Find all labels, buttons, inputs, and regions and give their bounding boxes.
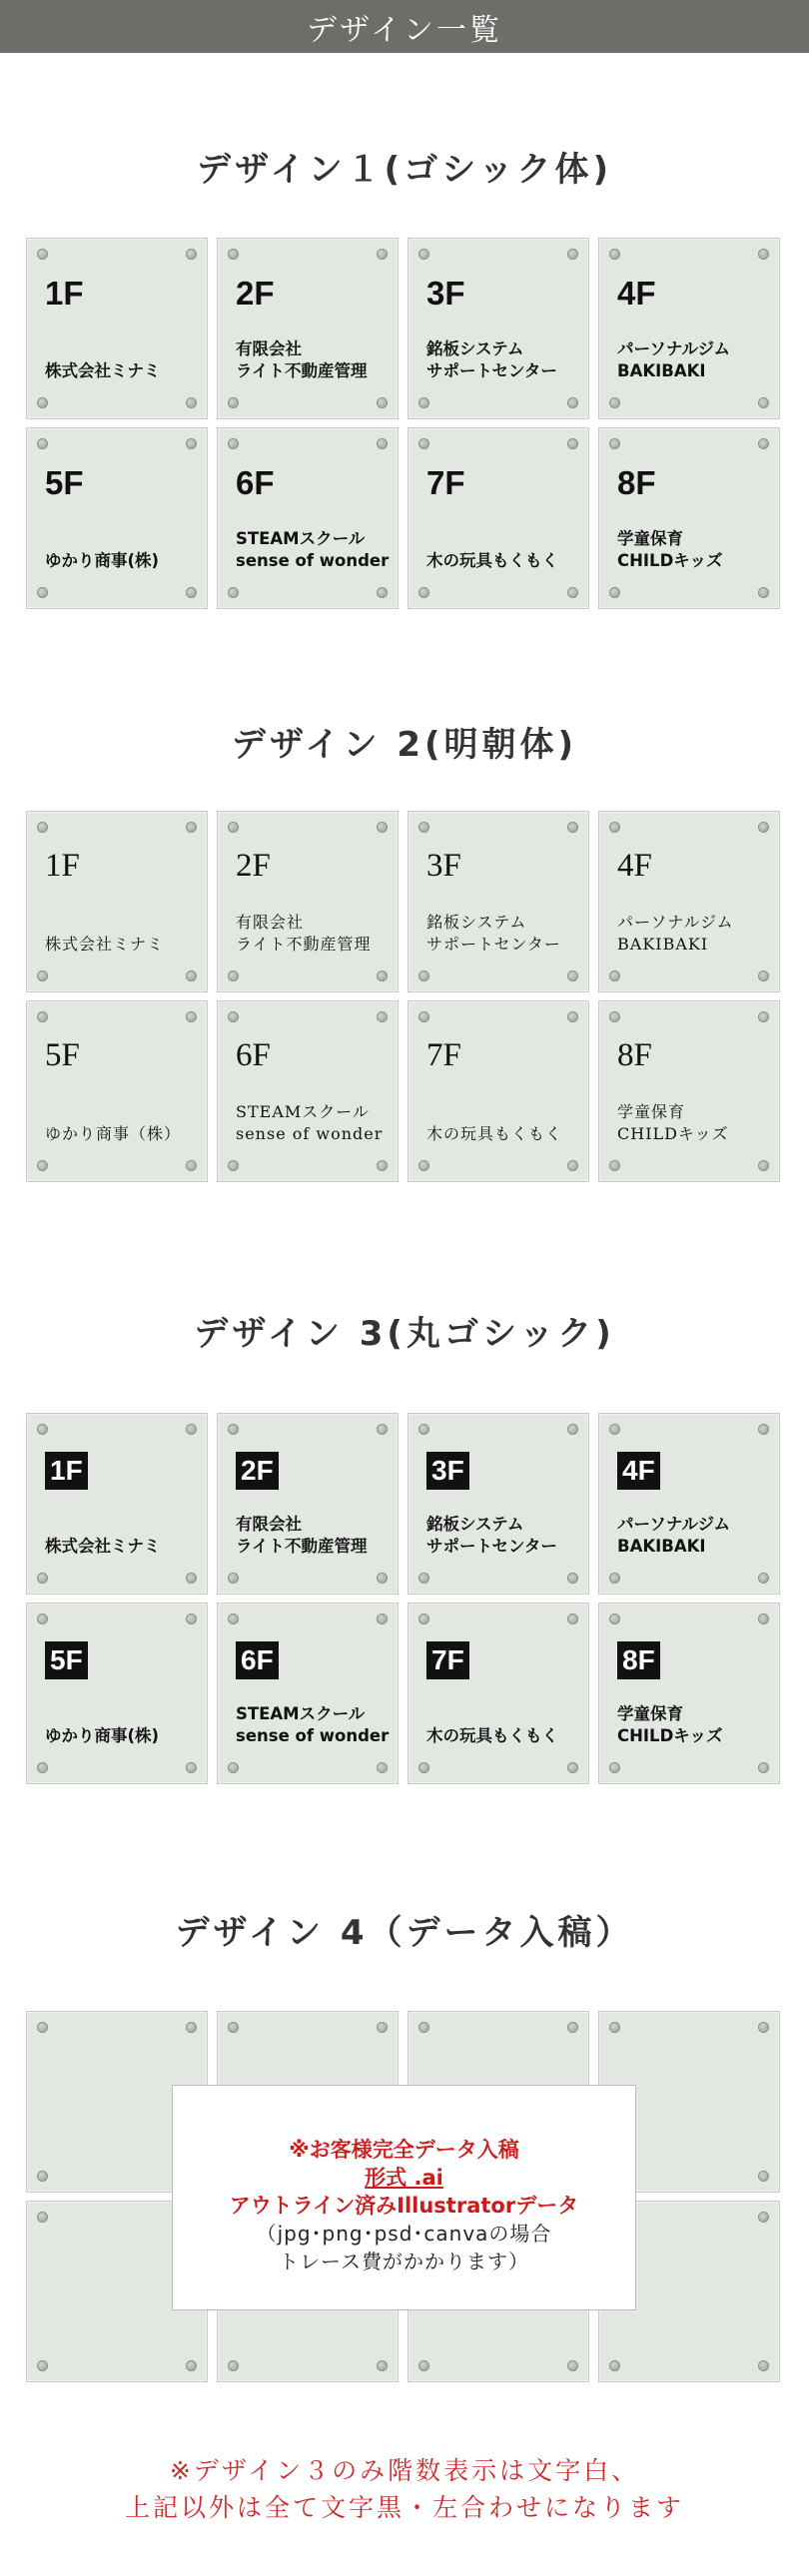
tenant-name (426, 338, 586, 382)
tenant-name (617, 1703, 777, 1747)
screw-icon (418, 397, 429, 408)
screw-icon (609, 970, 620, 981)
screw-icon (228, 822, 239, 833)
tenant-name (617, 1101, 777, 1145)
screw-icon (228, 2022, 239, 2033)
screw-icon (377, 249, 388, 260)
floor-number: 6F (236, 1641, 279, 1679)
screw-icon (418, 1160, 429, 1171)
floor-number: 5F (45, 464, 84, 501)
screw-icon (758, 249, 769, 260)
screw-icon (567, 2360, 578, 2371)
screw-icon (609, 822, 620, 833)
screw-icon (418, 1011, 429, 1022)
screw-icon (377, 2360, 388, 2371)
tenant-name-line: 学童保育 (617, 529, 683, 548)
screw-icon (609, 397, 620, 408)
sign-plate (26, 427, 208, 609)
sign-plate (598, 238, 780, 419)
floor-number: 4F (617, 848, 652, 884)
screw-icon (186, 397, 197, 408)
screw-icon (609, 1573, 620, 1584)
tenant-name-line: サポートセンター (426, 361, 557, 380)
screw-icon (228, 438, 239, 449)
tenant-name-line: サポートセンター (426, 935, 561, 954)
tenant-name-line: 有限会社 (236, 913, 305, 932)
screw-icon (377, 1011, 388, 1022)
floor-number: 2F (236, 1452, 279, 1490)
screw-icon (609, 438, 620, 449)
screw-icon (758, 438, 769, 449)
screw-icon (228, 249, 239, 260)
sign-plate (598, 1603, 780, 1784)
top-banner (0, 0, 809, 53)
screw-icon (377, 1762, 388, 1773)
screw-icon (228, 1160, 239, 1171)
screw-icon (758, 1762, 769, 1773)
tenant-name-line: パーソナルジム (617, 339, 730, 358)
tenant-name (236, 528, 396, 572)
screw-icon (228, 1573, 239, 1584)
screw-icon (377, 397, 388, 408)
screw-icon (186, 249, 197, 260)
screw-icon (567, 1424, 578, 1435)
screw-icon (186, 970, 197, 981)
tenant-name-line: ゆかり商事（株） (45, 1124, 182, 1143)
sign-plate (26, 238, 208, 419)
screw-icon (186, 2022, 197, 2033)
screw-icon (758, 1573, 769, 1584)
screw-icon (609, 1762, 620, 1773)
sign-grid-design-1 (26, 238, 783, 609)
floor-number: 5F (45, 1037, 80, 1073)
data-submission-note (172, 2085, 636, 2310)
sign-plate (598, 427, 780, 609)
tenant-name-line: CHILDキッズ (617, 1124, 729, 1143)
screw-icon (228, 1762, 239, 1773)
tenant-name-line: sense of wonder (236, 1726, 390, 1745)
tenant-name-line: 銘板システム (426, 1515, 524, 1534)
tenant-name-line: サポートセンター (426, 1537, 557, 1556)
screw-icon (418, 1573, 429, 1584)
sign-plate (598, 1000, 780, 1182)
section-title-design-4: デザイン 4（データ入稿） (175, 1913, 634, 1953)
sign-plate (217, 1603, 399, 1784)
floor-number: 6F (236, 464, 275, 501)
screw-icon (609, 1160, 620, 1171)
floor-number: 1F (45, 1452, 88, 1490)
screw-icon (37, 1160, 48, 1171)
screw-icon (758, 397, 769, 408)
tenant-name (426, 1725, 586, 1747)
screw-icon (377, 970, 388, 981)
screw-icon (609, 2022, 620, 2033)
tenant-name (617, 1514, 777, 1558)
floor-number: 3F (426, 275, 465, 312)
screw-icon (228, 2360, 239, 2371)
screw-icon (418, 1762, 429, 1773)
screw-icon (186, 1011, 197, 1022)
screw-icon (377, 1613, 388, 1624)
sign-plate (26, 1000, 208, 1182)
screw-icon (567, 397, 578, 408)
sign-plate (26, 1603, 208, 1784)
screw-icon (758, 1011, 769, 1022)
tenant-name-line: ライト不動産管理 (236, 935, 372, 954)
tenant-name (45, 1123, 205, 1145)
tenant-name-line: 銘板システム (426, 913, 527, 932)
screw-icon (567, 1762, 578, 1773)
tenant-name-line: sense of wonder (236, 1124, 384, 1143)
screw-icon (37, 2360, 48, 2371)
screw-icon (758, 970, 769, 981)
tenant-name-line: STEAMスクール (236, 1704, 366, 1723)
tenant-name-line: 木の玩具もくもく (426, 1124, 563, 1143)
tenant-name-line: BAKIBAKI (617, 361, 706, 380)
footer-line-1: ※デザイン３のみ階数表示は文字白、 (169, 2456, 640, 2485)
note-line-1: ※お客様完全データ入稿 (289, 2138, 519, 2162)
screw-icon (567, 249, 578, 260)
tenant-name-line: STEAMスクール (236, 529, 366, 548)
tenant-name-line: BAKIBAKI (617, 935, 709, 954)
sign-plate (217, 811, 399, 992)
floor-number: 2F (236, 848, 271, 884)
tenant-name-line: 株式会社ミナミ (45, 1537, 161, 1556)
tenant-name (617, 912, 777, 956)
note-line-2: 形式 .ai (365, 2166, 443, 2190)
floor-number: 1F (45, 848, 80, 884)
screw-icon (758, 2171, 769, 2182)
tenant-name-line: sense of wonder (236, 551, 390, 570)
screw-icon (37, 438, 48, 449)
screw-icon (758, 1613, 769, 1624)
screw-icon (758, 587, 769, 598)
tenant-name-line: ライト不動産管理 (236, 1537, 368, 1556)
screw-icon (377, 438, 388, 449)
screw-icon (758, 2212, 769, 2223)
floor-number: 4F (617, 1452, 660, 1490)
tenant-name-line: ライト不動産管理 (236, 361, 368, 380)
screw-icon (186, 2360, 197, 2371)
screw-icon (609, 587, 620, 598)
screw-icon (37, 1424, 48, 1435)
screw-icon (37, 1613, 48, 1624)
screw-icon (186, 822, 197, 833)
screw-icon (228, 1424, 239, 1435)
sign-plate (217, 238, 399, 419)
tenant-name (236, 912, 396, 956)
screw-icon (567, 2022, 578, 2033)
screw-icon (37, 1762, 48, 1773)
screw-icon (37, 2022, 48, 2033)
floor-number: 8F (617, 1641, 660, 1679)
footer-note (0, 2452, 809, 2526)
screw-icon (186, 1424, 197, 1435)
tenant-name-line: 銘板システム (426, 339, 524, 358)
screw-icon (567, 438, 578, 449)
tenant-name (617, 528, 777, 572)
tenant-name (236, 1101, 396, 1145)
screw-icon (37, 2212, 48, 2223)
screw-icon (37, 822, 48, 833)
tenant-name (45, 934, 205, 956)
tenant-name-line: 木の玩具もくもく (426, 1726, 558, 1745)
tenant-name-line: 木の玩具もくもく (426, 551, 558, 570)
screw-icon (418, 2360, 429, 2371)
section-title-design-1: デザイン１(ゴシック体) (196, 150, 613, 190)
floor-number: 2F (236, 275, 275, 312)
screw-icon (758, 822, 769, 833)
screw-icon (186, 587, 197, 598)
tenant-name (45, 1536, 205, 1558)
tenant-name (236, 1514, 396, 1558)
screw-icon (567, 1160, 578, 1171)
tenant-name-line: 有限会社 (236, 339, 302, 358)
screw-icon (377, 822, 388, 833)
screw-icon (37, 970, 48, 981)
tenant-name (236, 338, 396, 382)
screw-icon (228, 397, 239, 408)
screw-icon (377, 1573, 388, 1584)
tenant-name-line: STEAMスクール (236, 1102, 370, 1121)
page-title: デザイン一覧 (307, 12, 502, 48)
screw-icon (758, 1424, 769, 1435)
floor-number: 8F (617, 464, 656, 501)
screw-icon (758, 1160, 769, 1171)
tenant-name (236, 1703, 396, 1747)
floor-number: 7F (426, 464, 465, 501)
section-title-design-3: デザイン 3(丸ゴシック) (194, 1314, 615, 1354)
tenant-name-line: ゆかり商事(株) (45, 551, 160, 570)
screw-icon (186, 1762, 197, 1773)
screw-icon (567, 1573, 578, 1584)
tenant-name (45, 550, 205, 572)
screw-icon (418, 970, 429, 981)
screw-icon (228, 970, 239, 981)
sign-plate (26, 1413, 208, 1595)
screw-icon (377, 1160, 388, 1171)
screw-icon (186, 1573, 197, 1584)
screw-icon (377, 2022, 388, 2033)
sign-plate (598, 1413, 780, 1595)
screw-icon (758, 2022, 769, 2033)
sign-grid-design-3 (26, 1413, 783, 1784)
screw-icon (37, 1573, 48, 1584)
screw-icon (609, 1011, 620, 1022)
sign-grid-design-2 (26, 811, 783, 1182)
screw-icon (609, 249, 620, 260)
tenant-name-line: CHILDキッズ (617, 1726, 723, 1745)
sign-plate (26, 811, 208, 992)
screw-icon (186, 438, 197, 449)
floor-number: 1F (45, 275, 84, 312)
tenant-name (426, 912, 586, 956)
tenant-name (426, 1123, 586, 1145)
note-line-5: トレース費がかかります） (279, 2250, 529, 2273)
note-line-3: アウトライン済みIllustratorデータ (229, 2194, 579, 2218)
note-line-4: （jpg･png･psd･canvaの場合 (256, 2222, 552, 2246)
screw-icon (567, 587, 578, 598)
floor-number: 7F (426, 1037, 461, 1073)
sign-plate (217, 1413, 399, 1595)
tenant-name-line: パーソナルジム (617, 1515, 730, 1534)
screw-icon (228, 587, 239, 598)
sign-plate (407, 1603, 589, 1784)
tenant-name-line: 有限会社 (236, 1515, 302, 1534)
floor-number: 7F (426, 1641, 469, 1679)
floor-number: 5F (45, 1641, 88, 1679)
tenant-name (617, 338, 777, 382)
screw-icon (609, 2360, 620, 2371)
screw-icon (377, 1424, 388, 1435)
tenant-name-line: 株式会社ミナミ (45, 935, 165, 954)
tenant-name (426, 550, 586, 572)
sign-plate (407, 811, 589, 992)
tenant-name-line: 学童保育 (617, 1102, 686, 1121)
screw-icon (37, 2171, 48, 2182)
tenant-name (45, 1725, 205, 1747)
screw-icon (377, 587, 388, 598)
screw-icon (418, 438, 429, 449)
tenant-name-line: パーソナルジム (617, 913, 734, 932)
tenant-name-line: CHILDキッズ (617, 551, 723, 570)
sign-plate (598, 811, 780, 992)
screw-icon (418, 2022, 429, 2033)
screw-icon (37, 249, 48, 260)
sign-plate (407, 238, 589, 419)
floor-number: 3F (426, 848, 461, 884)
screw-icon (186, 1613, 197, 1624)
sign-plate (407, 1413, 589, 1595)
tenant-name (426, 1514, 586, 1558)
tenant-name-line: BAKIBAKI (617, 1537, 706, 1556)
screw-icon (37, 587, 48, 598)
screw-icon (609, 1613, 620, 1624)
screw-icon (418, 249, 429, 260)
footer-line-2: 上記以外は全て文字黒・左合わせになります (124, 2493, 684, 2522)
screw-icon (186, 1160, 197, 1171)
screw-icon (567, 970, 578, 981)
floor-number: 6F (236, 1037, 271, 1073)
screw-icon (567, 822, 578, 833)
sign-plate (407, 427, 589, 609)
screw-icon (37, 1011, 48, 1022)
sign-plate (407, 1000, 589, 1182)
screw-icon (418, 1424, 429, 1435)
screw-icon (418, 822, 429, 833)
tenant-name-line: 株式会社ミナミ (45, 361, 161, 380)
floor-number: 4F (617, 275, 656, 312)
section-title-design-2: デザイン 2(明朝体) (231, 725, 578, 765)
tenant-name (45, 360, 205, 382)
floor-number: 8F (617, 1037, 652, 1073)
screw-icon (567, 1011, 578, 1022)
screw-icon (758, 2360, 769, 2371)
screw-icon (37, 397, 48, 408)
screw-icon (418, 1613, 429, 1624)
screw-icon (228, 1613, 239, 1624)
tenant-name-line: ゆかり商事(株) (45, 1726, 160, 1745)
tenant-name-line: 学童保育 (617, 1704, 683, 1723)
sign-plate (217, 1000, 399, 1182)
screw-icon (418, 587, 429, 598)
screw-icon (567, 1613, 578, 1624)
floor-number: 3F (426, 1452, 469, 1490)
screw-icon (609, 1424, 620, 1435)
screw-icon (228, 1011, 239, 1022)
sign-plate (217, 427, 399, 609)
